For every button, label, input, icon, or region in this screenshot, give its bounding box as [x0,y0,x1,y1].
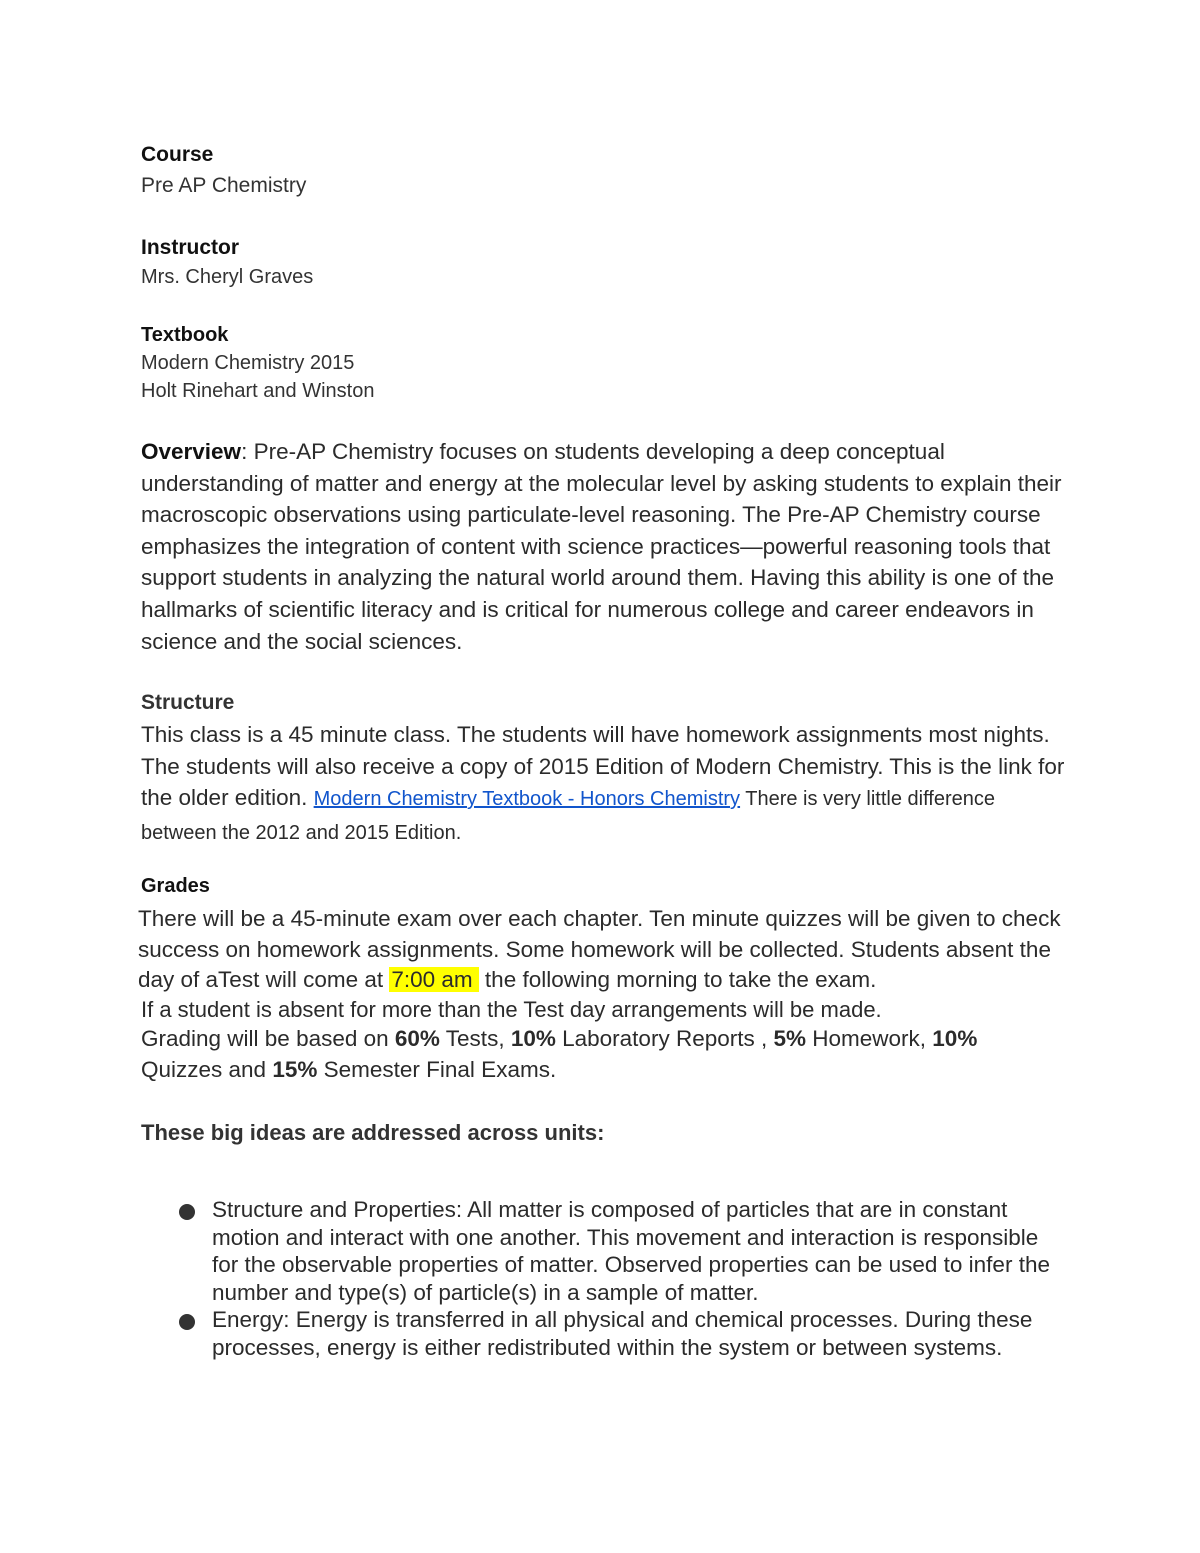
lab-text: Laboratory Reports , [555,1026,774,1051]
grades-paragraph [138,904,1068,996]
course-value: Pre AP Chemistry [141,174,307,197]
structure-text-1: This class is a 45 minute class. The students will have homework assignments most nights. The students will also receive a copy of 2015 Edition of Modern Chemistry. This is the link for the older edition. [141,722,1065,811]
bullet-icon [179,1314,195,1330]
grades-text-1: There will be a 45-minute exam over each chapter. Ten minute quizzes will be given to check success on homework assignments. Some homework will be collected. Students absent the day of aTest will come at [138,906,1061,992]
tests-percent: 60% [394,1026,440,1051]
structure-paragraph [141,719,1066,849]
quiz-text: Quizzes and [141,1057,273,1082]
final-percent: 15% [272,1057,318,1082]
textbook-label: Textbook [141,324,229,346]
grades-text-2: the following morning to take the exam. [478,967,877,992]
big-ideas-list [141,1196,1061,1362]
textbook-line2: Holt Rinehart and Winston [141,380,375,402]
homework-text: Homework, [806,1026,933,1051]
homework-percent: 5% [773,1026,807,1051]
overview-text: : Pre-AP Chemistry focuses on students developing a deep conceptual understanding of matter and energy at the molecular level by asking students to explain their macroscopic observations using particulate-level reasoning. The Pre-AP Chemistry course emphasizes the integration of content with science practices—powerful reasoning tools that support students in analyzing the natural world around them. Having this ability is one of the hallmarks of scientific literacy and is critical for numerous college and career endeavors in science and the social sciences. [141,439,1062,654]
grading-breakdown [141,1023,1041,1085]
overview-label: Overview [141,439,242,464]
course-label: Course [141,143,214,166]
textbook-line1: Modern Chemistry 2015 [141,352,355,374]
grades-absent-line: If a student is absent for more than the Test day arrangements will be made. [141,997,882,1022]
big-idea-structure: Structure and Properties: All matter is composed of particles that are in constant motion and interact with one another. This movement and interaction is responsible for the observable properties of matter. Observed properties can be used to infer the number and type(s) of particle(s) in a sample of matter. [212,1197,1050,1305]
big-ideas-heading: These big ideas are addressed across units: [141,1120,605,1145]
instructor-value: Mrs. Cheryl Graves [141,266,314,288]
grading-intro: Grading will be based on [141,1026,395,1051]
quiz-percent: 10% [932,1026,978,1051]
final-text: Semester Final Exams. [317,1057,557,1082]
bullet-icon [179,1204,195,1220]
overview-paragraph [141,436,1081,657]
list-item [141,1306,1061,1361]
textbook-link[interactable]: Modern Chemistry Textbook - Honors Chemistry [313,788,741,811]
list-item [141,1196,1061,1306]
big-idea-energy: Energy: Energy is transferred in all physical and chemical processes. During these processes, energy is either redistributed within the system or between systems. [212,1307,1033,1360]
structure-label: Structure [141,691,235,714]
instructor-label: Instructor [141,236,240,259]
tests-text: Tests, [439,1026,511,1051]
grades-label: Grades [141,875,210,897]
lab-percent: 10% [510,1026,556,1051]
structure-text-2: There is very little difference between the 2012 and 2015 Edition. [141,788,995,844]
exam-time-highlight: 7:00 am [389,967,478,992]
